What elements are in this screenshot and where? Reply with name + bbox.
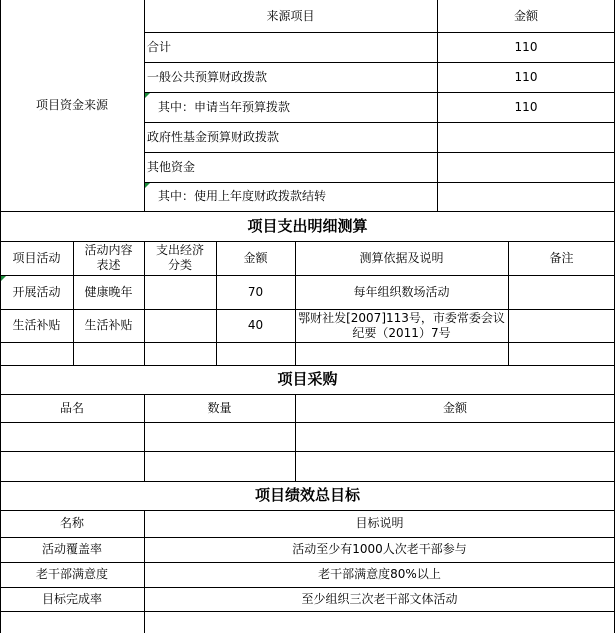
expense-row1-class [144, 275, 216, 309]
performance-row1-desc: 活动至少有1000人次老干部参与 [292, 542, 467, 556]
performance-row2-name: 老干部满意度 [35, 567, 108, 581]
grid-line [0, 562, 615, 563]
grid-line [0, 241, 615, 242]
cell-comment-marker [145, 183, 150, 188]
source-row-carryover: 其中：使用上年度财政拨款结转 [158, 189, 327, 203]
grid-line [295, 241, 296, 365]
expense-header-activity: 项目活动 [12, 250, 61, 265]
source-row-current-year: 其中：申请当年预算拨款 [158, 99, 291, 114]
procurement-header-amount: 金额 [442, 400, 467, 415]
expense-row1-basis: 每年组织数场活动 [353, 284, 450, 299]
source-row-total: 合计 [147, 39, 172, 54]
cell-comment-marker [1, 276, 6, 281]
performance-header-name: 名称 [59, 516, 84, 530]
grid-line [0, 451, 615, 452]
source-amount-current-year: 110 [514, 99, 538, 114]
expense-row2-remark [508, 309, 615, 342]
expense-row2-class [144, 309, 216, 342]
expense-row1-activity: 开展活动 [12, 284, 61, 299]
procurement-header-name: 品名 [59, 400, 84, 415]
expense-row2-amount: 40 [247, 318, 264, 332]
grid-line [144, 394, 145, 481]
expense-row1-content: 健康晚年 [84, 284, 133, 299]
expense-header-class: 支出经济分类 [155, 243, 204, 272]
grid-line [144, 32, 615, 33]
grid-line [216, 241, 217, 365]
grid-line [0, 510, 615, 511]
procurement-section-title: 项目采购 [277, 370, 338, 388]
grid-line [295, 394, 296, 481]
grid-line [0, 394, 615, 395]
expense-row1-amount: 70 [247, 284, 264, 299]
grid-line [73, 241, 74, 365]
grid-line [144, 152, 615, 153]
performance-row3-name: 目标完成率 [41, 591, 102, 606]
performance-row3-desc: 至少组织三次老干部文体活动 [301, 591, 458, 606]
grid-line [0, 211, 615, 212]
funding-source-label: 项目资金来源 [35, 98, 108, 112]
source-amount-general-budget: 110 [514, 69, 538, 84]
source-amount-government-fund [437, 122, 615, 152]
expense-section-title: 项目支出明细测算 [247, 216, 368, 235]
grid-line [0, 481, 615, 482]
grid-line [0, 275, 615, 276]
source-amount-other [437, 152, 615, 182]
grid-line [0, 342, 615, 343]
source-item-header: 来源项目 [266, 8, 315, 23]
grid-line [144, 182, 615, 183]
grid-line [144, 122, 615, 123]
cell-comment-marker [145, 93, 150, 98]
expense-row2-basis: 鄂财社发[2007]113号，市委常委会议纪要（2011）7号 [298, 310, 505, 340]
performance-row1-name: 活动覆盖率 [41, 542, 102, 556]
expense-header-amount: 金额 [243, 250, 268, 265]
grid-line [0, 537, 615, 538]
source-amount-carryover [437, 182, 615, 211]
grid-line [144, 241, 145, 365]
performance-row2-desc: 老干部满意度80%以上 [318, 567, 441, 581]
source-amount-header: 金额 [513, 8, 538, 23]
source-row-general-budget: 一般公共预算财政拨款 [147, 69, 268, 84]
expense-header-remark: 备注 [549, 250, 574, 265]
grid-line [144, 62, 615, 63]
performance-header-desc: 目标说明 [355, 516, 404, 530]
source-row-other: 其他资金 [147, 159, 196, 174]
grid-line [0, 587, 615, 588]
expense-row1-remark [508, 275, 615, 309]
grid-line [508, 241, 509, 365]
grid-line [144, 510, 145, 633]
expense-header-content: 活动内容表述 [84, 243, 133, 272]
grid-line [0, 611, 615, 612]
expense-header-basis: 测算依据及说明 [359, 250, 444, 265]
expense-row2-activity: 生活补贴 [12, 318, 61, 332]
source-row-government-fund: 政府性基金预算财政拨款 [147, 129, 280, 144]
grid-line [0, 422, 615, 423]
expense-row2-content: 生活补贴 [84, 318, 133, 332]
source-amount-total: 110 [514, 39, 538, 54]
grid-line [0, 0, 1, 633]
procurement-header-quantity: 数量 [207, 400, 232, 415]
grid-line [0, 365, 615, 366]
grid-line [144, 92, 615, 93]
performance-section-title: 项目绩效总目标 [254, 486, 360, 504]
grid-line [0, 309, 615, 310]
